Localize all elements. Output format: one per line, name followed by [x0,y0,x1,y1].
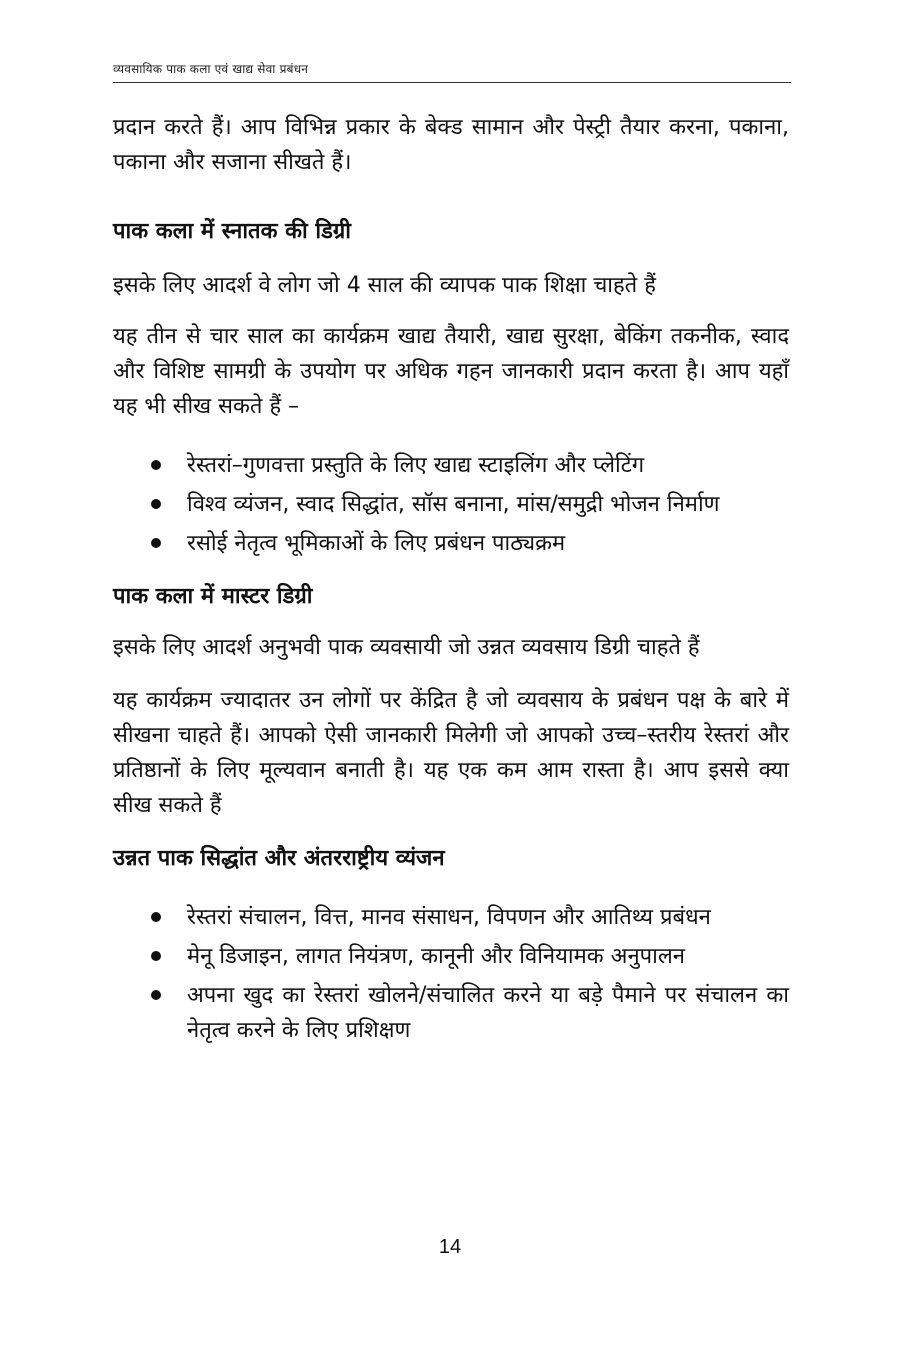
list-item-text: विश्व व्यंजन, स्वाद सिद्धांत, सॉस बनाना, मांस/समुद्री भोजन निर्माण [187,492,720,517]
running-header: व्यवसायिक पाक कला एवं खाद्य सेवा प्रबंधन [113,62,309,76]
bachelor-description: यह तीन से चार साल का कार्यक्रम खाद्य तैयारी, खाद्य सुरक्षा, बेकिंग तकनीक, स्वाद और विशिष्ट सामग्री के उपयोग पर अधिक गहन जानकारी प्रदान करता है। आप यहाँ यह भी सीख सकते हैं – [113,324,789,419]
list-item [113,448,789,483]
bullet-icon [151,951,161,961]
list-item-text: रसोई नेतृत्व भूमिकाओं के लिए प्रबंधन पाठ्यक्रम [187,531,566,556]
intro-paragraph: प्रदान करते हैं। आप विभिन्न प्रकार के बेक्ड सामान और पेस्ट्री तैयार करना, पकाना, पकाना और सजाना सीखते हैं। [113,115,789,175]
bachelor-heading: पाक कला में स्नातक की डिग्री [113,219,351,244]
list-item-text: रेस्तरां संचालन, वित्त, मानव संसाधन, विपणन और आतिथ्य प्रबंधन [187,905,711,930]
list-item [113,487,789,522]
list-item-text: मेनू डिजाइन, लागत नियंत्रण, कानूनी और विनियामक अनुपालन [187,944,685,969]
bachelor-ideal-for: इसके लिए आदर्श वे लोग जो 4 साल की व्यापक पाक शिक्षा चाहते हैं [113,273,656,298]
advanced-heading: उन्नत पाक सिद्धांत और अंतरराष्ट्रीय व्यंजन [113,846,445,871]
master-description: यह कार्यक्रम ज्यादातर उन लोगों पर केंद्रित है जो व्यवसाय के प्रबंधन पक्ष के बारे में सीखना चाहते हैं। आपको ऐसी जानकारी मिलेगी जो आपको उच्च–स्तरीय रेस्तरां और प्रतिष्ठानों के लिए मूल्यवान बनाती है। यह एक कम आम रास्ता है। आप इससे क्या सीख सकते हैं [113,688,789,818]
list-item [113,900,789,935]
header-divider [113,82,791,83]
master-ideal-for: इसके लिए आदर्श अनुभवी पाक व्यवसायी जो उन्नत व्यवसाय डिग्री चाहते हैं [113,635,700,660]
bullet-icon [151,912,161,922]
page-content [113,110,789,1048]
bullet-icon [151,990,161,1000]
master-heading: पाक कला में मास्टर डिग्री [113,584,313,609]
bullet-icon [151,538,161,548]
list-item [113,978,789,1048]
page-number: 14 [438,1236,462,1258]
bullet-icon [151,460,161,470]
bachelor-bullet-list [113,448,789,561]
list-item-text: रेस्तरां–गुणवत्ता प्रस्तुति के लिए खाद्य स्टाइलिंग और प्लेटिंग [187,453,645,478]
bullet-icon [151,499,161,509]
list-item-text: अपना खुद का रेस्तरां खोलने/संचालित करने या बड़े पैमाने पर संचालन का नेतृत्व करने के लिए प्रशिक्षण [187,983,789,1043]
advanced-bullet-list [113,900,789,1048]
list-item [113,939,789,974]
list-item [113,526,789,561]
